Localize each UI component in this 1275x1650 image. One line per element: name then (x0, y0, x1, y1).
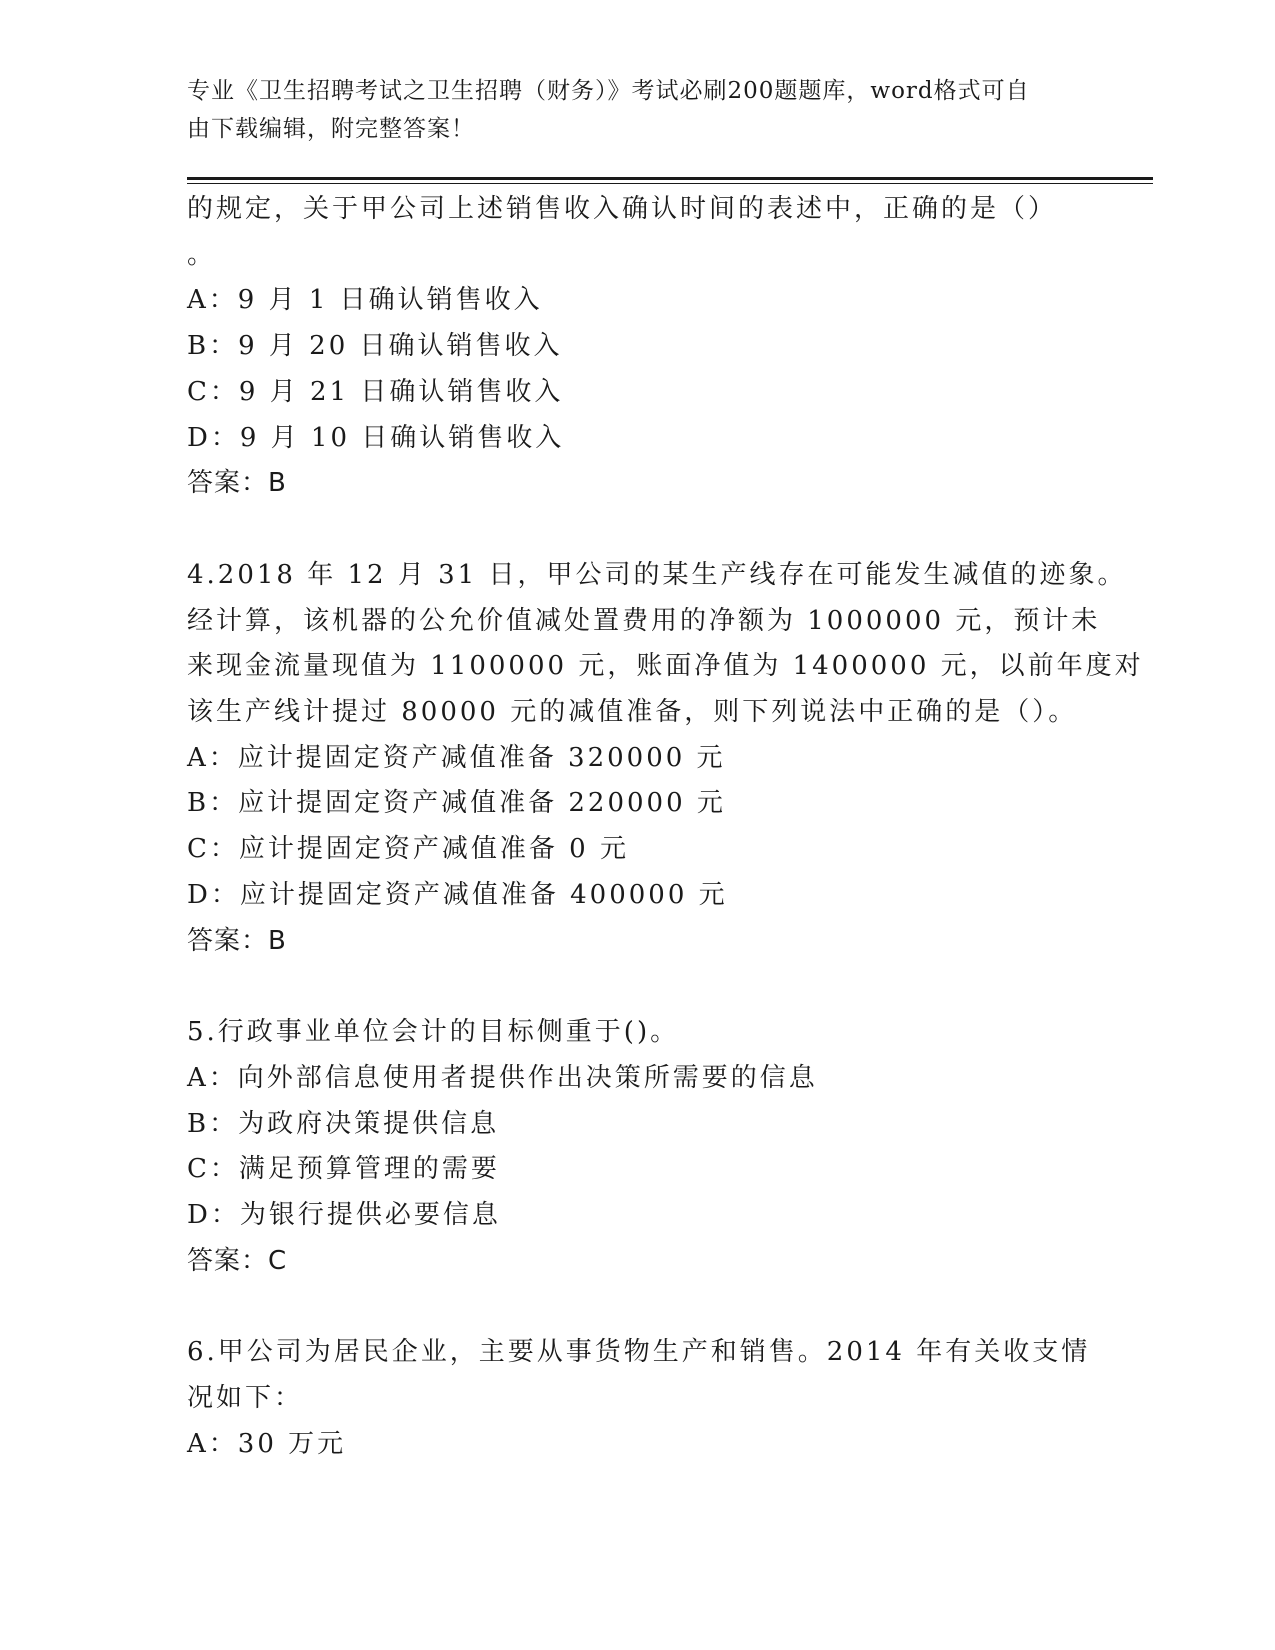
option-c: C：9 月 21 日确认销售收入 (187, 376, 564, 407)
option-b: B：应计提固定资产减值准备 220000 元 (187, 788, 726, 819)
option-d: D：应计提固定资产减值准备 400000 元 (187, 879, 728, 910)
question-text-line: 况如下： (187, 1383, 304, 1414)
question-text-line: 4.2018 年 12 月 31 日，甲公司的某生产线存在可能发生减值的迹象。 (187, 559, 1127, 590)
answer-label: 答案：B (187, 925, 287, 956)
option-a: A：向外部信息使用者提供作出决策所需要的信息 (187, 1062, 818, 1093)
question-text-line: 的规定，关于甲公司上述销售收入确认时间的表述中，正确的是（） (187, 194, 1058, 224)
document-body (187, 187, 1144, 1468)
question-text-line: 该生产线计提过 80000 元的减值准备，则下列说法中正确的是（）。 (187, 697, 1078, 728)
option-b: B：9 月 20 日确认销售收入 (187, 331, 563, 362)
option-d: D：为银行提供必要信息 (187, 1200, 501, 1231)
question-text-line: 经计算，该机器的公允价值减处置费用的净额为 1000000 元，预计未 (187, 605, 1101, 636)
option-d: D：9 月 10 日确认销售收入 (187, 422, 565, 453)
option-b: B：为政府决策提供信息 (187, 1108, 500, 1139)
option-c: C：应计提固定资产减值准备 0 元 (187, 834, 629, 865)
answer-label: 答案：C (187, 1245, 288, 1276)
question-3 (187, 187, 1067, 507)
option-c: C：满足预算管理的需要 (187, 1154, 500, 1185)
option-a: A：应计提固定资产减值准备 320000 元 (187, 742, 726, 773)
document-header (187, 72, 1087, 148)
header-line-2: 由下载编辑，附完整答案！ (187, 116, 475, 142)
question-text-line: 来现金流量现值为 1100000 元，账面净值为 1400000 元，以前年度对 (187, 651, 1144, 682)
question-4 (187, 553, 1144, 964)
header-divider-thin (187, 183, 1153, 184)
option-a: A：9 月 1 日确认销售收入 (187, 285, 543, 316)
question-text-line: 6.甲公司为居民企业，主要从事货物生产和销售。2014 年有关收支情 (187, 1337, 1091, 1368)
answer-label: 答案：B (187, 468, 287, 499)
header-line-1: 专业《卫生招聘考试之卫生招聘（财务）》考试必刷200题题库，word格式可自 (187, 78, 1030, 104)
question-6 (187, 1330, 1091, 1467)
question-text-line: 5.行政事业单位会计的目标侧重于()。 (187, 1017, 680, 1048)
question-spacer (187, 1284, 1067, 1330)
header-divider-thick (187, 177, 1153, 180)
question-text-line: 。 (187, 239, 217, 270)
question-5 (187, 1010, 1067, 1284)
question-spacer (187, 964, 1067, 1010)
question-spacer (187, 507, 1067, 553)
option-a: A：30 万元 (187, 1428, 347, 1459)
